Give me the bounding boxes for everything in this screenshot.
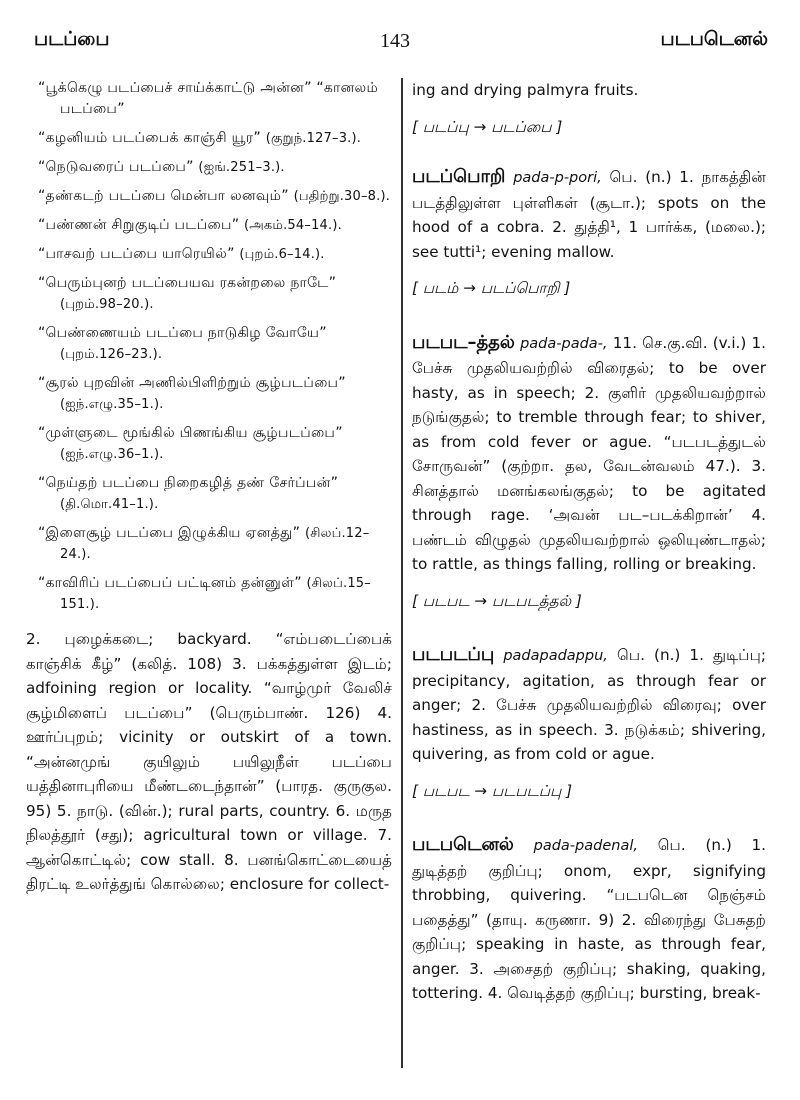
transliteration: pada-padenal,	[533, 838, 638, 854]
entry-headword: படபடப்பு	[412, 644, 495, 665]
citation: (புறம்.126–23.).	[60, 347, 163, 362]
left-column	[26, 78, 392, 1080]
quote: “தண்கடற் படப்பை மென்பா லனவும்” (பதிற்று.30–8.).	[38, 188, 391, 204]
entry-body: பெ. (n.) 1. துடித்தற் குறிப்பு; onom, expr, signifying throbbing, quivering. “படபடென நெஞ்சம் பதைத்து” (தாயு. கருணா. 9) 2. விரைந்து பேசுதற் குறிப்பு; speaking in haste, as through fear, anger. 3. அசைதற் குறிப்பு; shaking, quaking, tottering. 4. வெடித்தற் குறிப்பு; bursting, break-	[412, 836, 766, 1002]
quote: “பூக்கெழு படப்பைச் சாய்க்காட்டு அன்ன” “கானலம் படப்பை”	[38, 80, 379, 117]
etymology: [ படபட → படபடப்பு ]	[412, 781, 573, 800]
citation: (சிலப்.15–151.).	[60, 576, 371, 612]
citation: (தி.மொ.41–1.).	[60, 497, 159, 512]
dictionary-entry	[412, 331, 766, 614]
entry-body: பெ. (n.) 1. துடிப்பு; precipitancy, agitation, as through fear or anger; 2. பேச்சு முதலியவற்றில் விரைவு; over hastiness, as in speech. 3. நடுக்கம்; shivering, quivering, as from cold or ague.	[412, 646, 766, 763]
citation: (குறுந்.127–3.).	[265, 131, 362, 146]
citation: (புறம்.98–20.).	[60, 297, 154, 312]
column-divider	[401, 78, 403, 1068]
dictionary-entry	[412, 643, 766, 803]
header-right-headword: படபடெனல்	[660, 28, 768, 50]
entry-body: பெ. (n.) 1. நாகத்தின் படத்திலுள்ள புள்ளிகள் (சூடா.); spots on the hood of a cobra. 2. துத்தி¹, 1 பார்க்க, (மலை.); see tutti¹; evening mallow.	[412, 168, 766, 261]
citation: (அகம்.54–14.).	[244, 218, 342, 233]
quote: “பண்ணன் சிறுகுடிப் படப்பை” (அகம்.54–14.).	[38, 217, 342, 233]
quote: “இளைசூழ் படப்பை இழுக்கிய ஏனத்து” (சிலப்.12–24.).	[38, 525, 370, 562]
quote: “காவிரிப் படப்பைப் பட்டினம் தன்னுள்” (சிலப்.15–151.).	[38, 575, 371, 612]
etymology: [ படம் → படப்பொறி ]	[412, 279, 571, 297]
page-number: 143	[380, 30, 410, 52]
entry-headword: படபட–த்தல்	[412, 331, 515, 353]
dictionary-entry	[412, 833, 766, 1006]
dictionary-entry	[412, 165, 766, 301]
quote: “பெரும்புனற் படப்பையவ ரகன்றலை நாடே” (புறம்.98–20.).	[38, 275, 337, 312]
sense-definitions: 2. புழைக்கடை; backyard. “எம்படைப்பைக் காஞ்சிக் கீழ்” (கலித். 108) 3. பக்கத்துள்ள இடம்; adfoining region or locality. “வாழ்முர் வேலிச் சூழ்மிளைப் படப்பை” (பெரும்பாண். 126) 4. ஊர்ப்புறம்; vicinity or outskirt of a town. “அன்னமுங் குயிலும் பயிலுநீள் படப்பை யத்தினாபுரியை மீண்டடைந்தான்” (பாரத. குருகுல. 95) 5. நாடு. (வின்.); rural parts, country. 6. மருத நிலத்தூர் (சது); agricultural town or village. 7. ஆன்கொட்டில்; cow stall. 8. பனங்கொட்டையைத் திரட்டி உலர்த்துங் கொல்லை; enclosure for collect-	[26, 630, 392, 893]
quote: “சூரல் புறவின் அணில்பிளிற்றும் சூழ்படப்பை” (ஐந்.எழு.35–1.).	[38, 375, 346, 412]
entry-body: 11. செ.கு.வி. (v.i.) 1. பேச்சு முதலியவற்றில் விரைதல்; to be over hasty, as in speech; 2. குளிர் முதலியவற்றால் நடுங்குதல்; to tremble through fear; to shiver, as from cold fever or ague. “படபடத்துடல் சோருவன்” (குற்றா. தல, வேடன்வலம் 47.). 3. சினத்தால் மனங்கலங்குதல்; to be agitated through rage. ‘அவன் பட–படக்கிறான்’ 4. பண்டம் விழுதல் முதலியவற்றால் ஒலியுண்டாதல்; to rattle, as things falling, rolling or breaking.	[412, 333, 766, 573]
citation: (ஐந்.எழு.36–1.).	[60, 447, 164, 462]
quote: “நெய்தற் படப்பை நிறைகழித் தண் சேர்ப்பன்” (தி.மொ.41–1.).	[38, 475, 339, 512]
quote: “பெண்ணையம் படப்பை நாடுகிழ வோயே” (புறம்.126–23.).	[38, 325, 327, 362]
quote: “முள்ளுடை மூங்கில் பிணங்கிய சூழ்படப்பை” (ஐந்.எழு.36–1.).	[38, 425, 343, 462]
transliteration: pada-p-pori,	[513, 170, 602, 186]
citation: (பதிற்று.30–8.).	[293, 189, 391, 204]
citation: (புறம்.6–14.).	[239, 247, 325, 262]
quote: “பாசவற் படப்பை யாரெயில்” (புறம்.6–14.).	[38, 246, 325, 262]
right-column	[412, 78, 766, 1080]
citation: (ஐங்.251–3.).	[198, 160, 285, 175]
quote: “நெடுவரைப் படப்பை” (ஐங்.251–3.).	[38, 159, 285, 175]
entry-headword: படப்பொறி	[412, 166, 506, 187]
etymology: [ படப்பு → படப்பை ]	[412, 117, 563, 136]
citation: (சிலப்.12–24.).	[60, 526, 370, 562]
citation: (ஐந்.எழு.35–1.).	[60, 397, 164, 412]
header-left-headword: படப்பை	[34, 28, 110, 50]
transliteration: padapadappu,	[503, 648, 608, 664]
continuation-text: ing and drying palmyra fruits.	[412, 81, 639, 99]
page-header	[0, 0, 800, 70]
etymology: [ படபட → படபடத்தல் ]	[412, 591, 582, 610]
transliteration: pada-pada-,	[520, 335, 608, 352]
quote: “கழனியம் படப்பைக் காஞ்சி யூர” (குறுந்.127–3.).	[38, 130, 362, 146]
entry-headword: படபடெனல்	[412, 834, 514, 855]
